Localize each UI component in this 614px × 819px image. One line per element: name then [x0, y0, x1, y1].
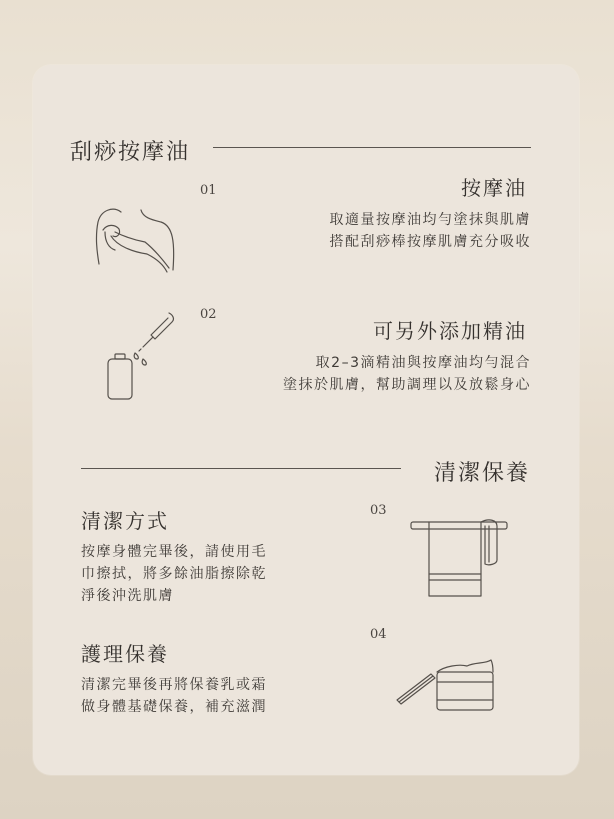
step-number: 01 [200, 183, 217, 198]
step-description: 清潔完畢後再將保養乳或霜 做身體基礎保養，補充滋潤 [81, 677, 267, 715]
towel-on-rack-icon [409, 512, 509, 602]
step-number: 04 [370, 627, 387, 642]
step-description: 按摩身體完畢後，請使用毛 巾擦拭，將多餘油脂擦除乾 淨後沖洗肌膚 [81, 544, 267, 604]
step-description: 取2–3滴精油與按摩油均勻混合 塗抹於肌膚，幫助調理以及放鬆身心 [283, 355, 531, 393]
step-number: 03 [370, 503, 387, 518]
dropper-bottle-icon [105, 309, 185, 404]
step-number: 02 [200, 307, 217, 322]
section-divider [81, 468, 401, 469]
cream-jar-icon [393, 660, 503, 715]
instruction-card [33, 65, 579, 775]
step-heading: 護理保養 [81, 642, 169, 666]
hand-massaging-shoulder-icon [93, 202, 183, 277]
step-heading: 按摩油 [461, 176, 527, 200]
section-title-massage-oil: 刮痧按摩油 [70, 140, 191, 165]
step-heading: 清潔方式 [81, 509, 169, 533]
step-heading: 可另外添加精油 [373, 319, 527, 343]
step-description: 取適量按摩油均勻塗抹與肌膚 搭配刮痧棒按摩肌膚充分吸收 [329, 212, 531, 250]
section-title-cleansing-care: 清潔保養 [433, 461, 530, 486]
section-divider [213, 147, 531, 148]
